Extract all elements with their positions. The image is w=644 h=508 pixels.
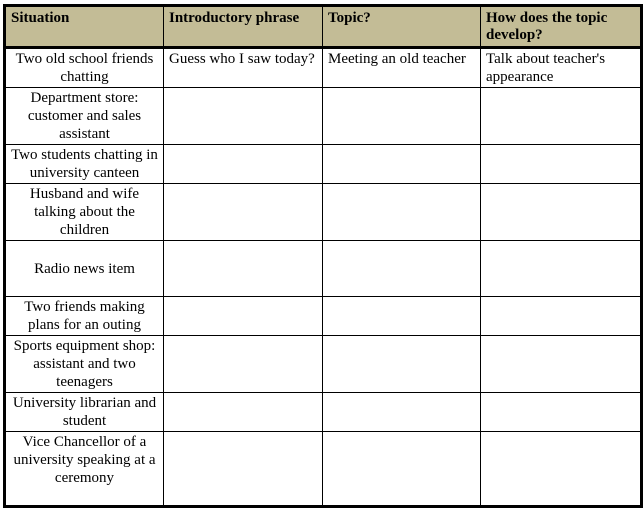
cell-situation: Two students chatting in university canteen [5, 145, 164, 184]
table-row [5, 241, 642, 297]
cell-development[interactable] [481, 88, 642, 145]
cell-topic[interactable] [323, 184, 481, 241]
header-cell-topic: Topic? [323, 6, 481, 48]
cell-development[interactable] [481, 241, 642, 297]
cell-situation: Sports equipment shop: assistant and two teenagers [5, 336, 164, 393]
cell-development[interactable] [481, 145, 642, 184]
cell-topic[interactable] [323, 393, 481, 432]
cell-situation: Two old school friends chatting [5, 48, 164, 88]
cell-topic[interactable] [323, 336, 481, 393]
table-row [5, 88, 642, 145]
cell-introductory-phrase[interactable] [164, 88, 323, 145]
table-row [5, 48, 642, 88]
cell-topic[interactable] [323, 241, 481, 297]
cell-development[interactable] [481, 393, 642, 432]
cell-situation: Department store: customer and sales assistant [5, 88, 164, 145]
cell-situation: Two friends making plans for an outing [5, 297, 164, 336]
dialogue-situations-table [3, 4, 643, 508]
cell-development[interactable] [481, 336, 642, 393]
table-row [5, 393, 642, 432]
cell-introductory-phrase[interactable] [164, 336, 323, 393]
header-row [5, 6, 642, 48]
cell-introductory-phrase[interactable] [164, 145, 323, 184]
cell-situation: Vice Chancellor of a university speaking at a ceremony [5, 432, 164, 507]
cell-topic[interactable] [323, 145, 481, 184]
cell-introductory-phrase[interactable] [164, 241, 323, 297]
cell-development[interactable] [481, 184, 642, 241]
header-cell-introductory-phrase: Introductory phrase [164, 6, 323, 48]
cell-topic[interactable]: Meeting an old teacher [323, 48, 481, 88]
cell-introductory-phrase[interactable]: Guess who I saw today? [164, 48, 323, 88]
cell-situation: University librarian and student [5, 393, 164, 432]
cell-development[interactable] [481, 297, 642, 336]
table-row [5, 297, 642, 336]
cell-introductory-phrase[interactable] [164, 297, 323, 336]
header-cell-development: How does the topic develop? [481, 6, 642, 48]
cell-development[interactable]: Talk about teacher's appearance [481, 48, 642, 88]
table-row [5, 336, 642, 393]
table-row [5, 145, 642, 184]
cell-situation: Husband and wife talking about the children [5, 184, 164, 241]
cell-topic[interactable] [323, 88, 481, 145]
table-row [5, 432, 642, 507]
cell-topic[interactable] [323, 297, 481, 336]
cell-introductory-phrase[interactable] [164, 184, 323, 241]
cell-introductory-phrase[interactable] [164, 393, 323, 432]
table-row [5, 184, 642, 241]
header-cell-situation: Situation [5, 6, 164, 48]
cell-introductory-phrase[interactable] [164, 432, 323, 507]
cell-situation: Radio news item [5, 241, 164, 297]
cell-topic[interactable] [323, 432, 481, 507]
cell-development[interactable] [481, 432, 642, 507]
